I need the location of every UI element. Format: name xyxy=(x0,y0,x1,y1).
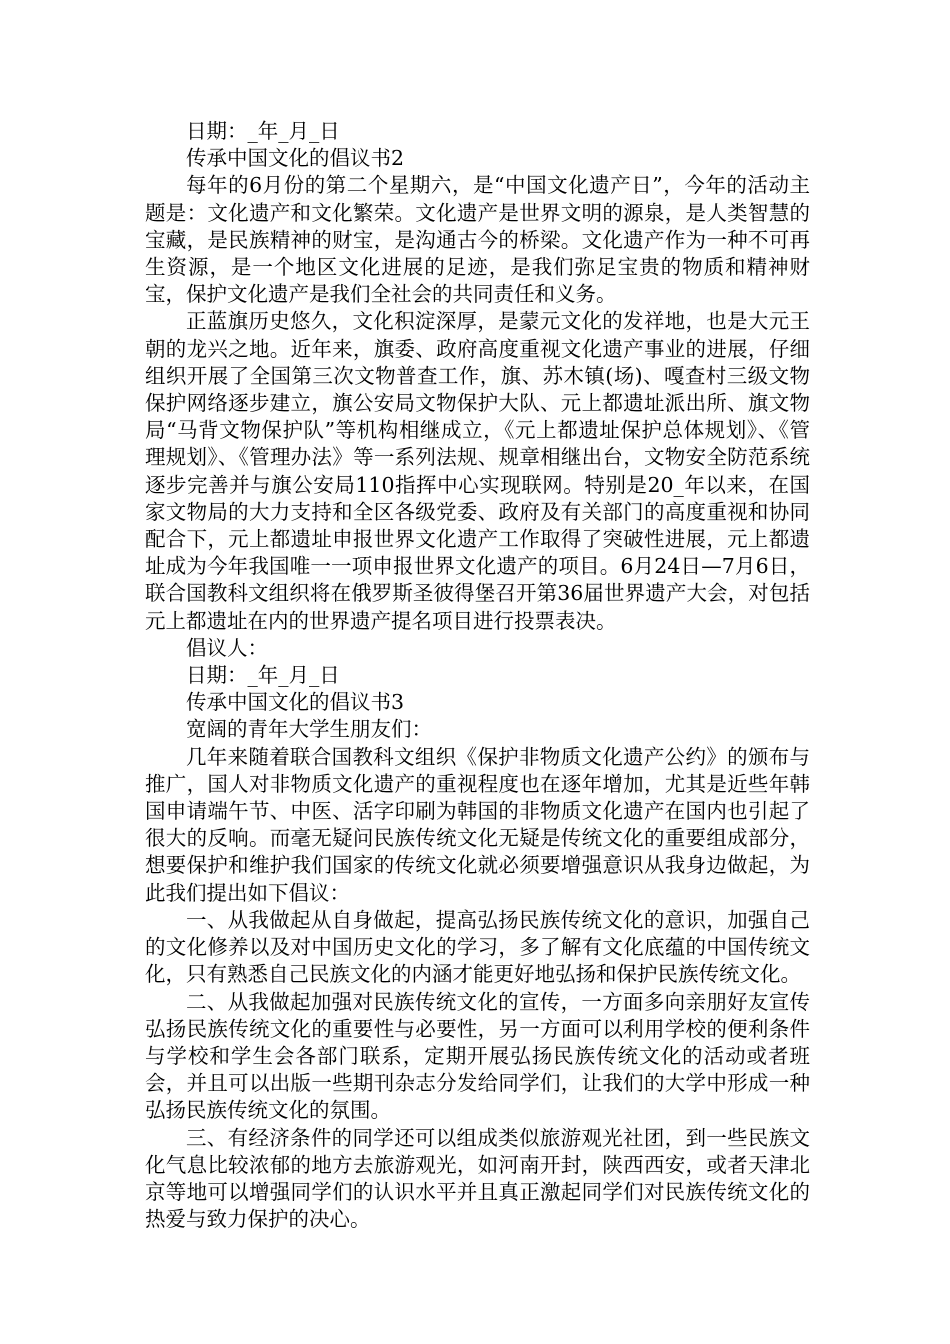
signer-line: 倡议人： xyxy=(186,635,268,660)
section-title: 传承中国文化的倡议书3 xyxy=(186,690,405,715)
salutation: 宽阔的青年大学生朋友们： xyxy=(186,717,432,742)
paragraph: 一、从我做起从自身做起，提高弘扬民族传统文化的意识，加强自己的文化修养以及对中国历史文化的学习，多了解有文化底蕴的中国传统文化，只有熟悉自己民族文化的内涵才能更好地弘扬和保护民族传统文化。 xyxy=(145,907,810,987)
paragraph: 每年的6月份的第二个星期六，是“中国文化遗产日”，今年的活动主题是：文化遗产和文化繁荣。文化遗产是世界文明的源泉，是人类智慧的宝藏，是民族精神的财宝，是沟通古今的桥梁。文化遗产作为一种不可再生资源，是一个地区文化进展的足迹，是我们弥足宝贵的物质和精神财宝，保护文化遗产是我们全社会的共同责任和义务。 xyxy=(145,173,810,307)
date-line: 日期：_年_月_日 xyxy=(186,663,340,688)
paragraph: 正蓝旗历史悠久，文化积淀深厚，是蒙元文化的发祥地，也是大元王朝的龙兴之地。近年来，旗委、政府高度重视文化遗产事业的进展，仔细组织开展了全国第三次文物普查工作，旗、苏木镇(场)、嘎查村三级文物保护网络逐步建立，旗公安局文物保护大队、元上都遗址派出所、旗文物局“马背文物保护队”等机构相继成立，《元上都遗址保护总体规划》、《管理规划》、《管理办法》等一系列法规、规章相继出台，文物安全防范系统逐步完善并与旗公安局110指挥中心实现联网。特别是20_年以来，在国家文物局的大力支持和全区各级党委、政府及有关部门的高度重视和协同配合下，元上都遗址申报世界文化遗产工作取得了突破性进展，元上都遗址成为今年我国唯一一项申报世界文化遗产的项目。6月24日—7月6日，联合国教科文组织将在俄罗斯圣彼得堡召开第36届世界遗产大会，对包括元上都遗址在内的世界遗产提名项目进行投票表决。 xyxy=(145,309,810,633)
date-line: 日期：_年_月_日 xyxy=(186,119,340,143)
section-title: 传承中国文化的倡议书2 xyxy=(186,146,405,171)
paragraph: 二、从我做起加强对民族传统文化的宣传，一方面多向亲朋好友宣传弘扬民族传统文化的重要性与必要性，另一方面可以利用学校的便利条件与学校和学生会各部门联系，定期开展弘扬民族传统文化的活动或者班会，并且可以出版一些期刊杂志分发给同学们，让我们的大学中形成一种弘扬民族传统文化的氛围。 xyxy=(145,989,810,1123)
paragraph: 三、有经济条件的同学还可以组成类似旅游观光社团，到一些民族文化气息比较浓郁的地方去旅游观光，如河南开封，陕西西安，或者天津北京等地可以增强同学们的认识水平并且真正激起同学们对民族传统文化的热爱与致力保护的决心。 xyxy=(145,1125,810,1232)
paragraph: 几年来随着联合国教科文组织《保护非物质文化遗产公约》的颁布与推广，国人对非物质文化遗产的重视程度也在逐年增加，尤其是近些年韩国申请端午节、中医、活字印刷为韩国的非物质文化遗产在国内也引起了很大的反响。而毫无疑问民族传统文化无疑是传统文化的重要组成部分，想要保护和维护我们国家的传统文化就必须要增强意识从我身边做起，为此我们提出如下倡议： xyxy=(145,744,810,905)
document-page xyxy=(145,118,810,1233)
